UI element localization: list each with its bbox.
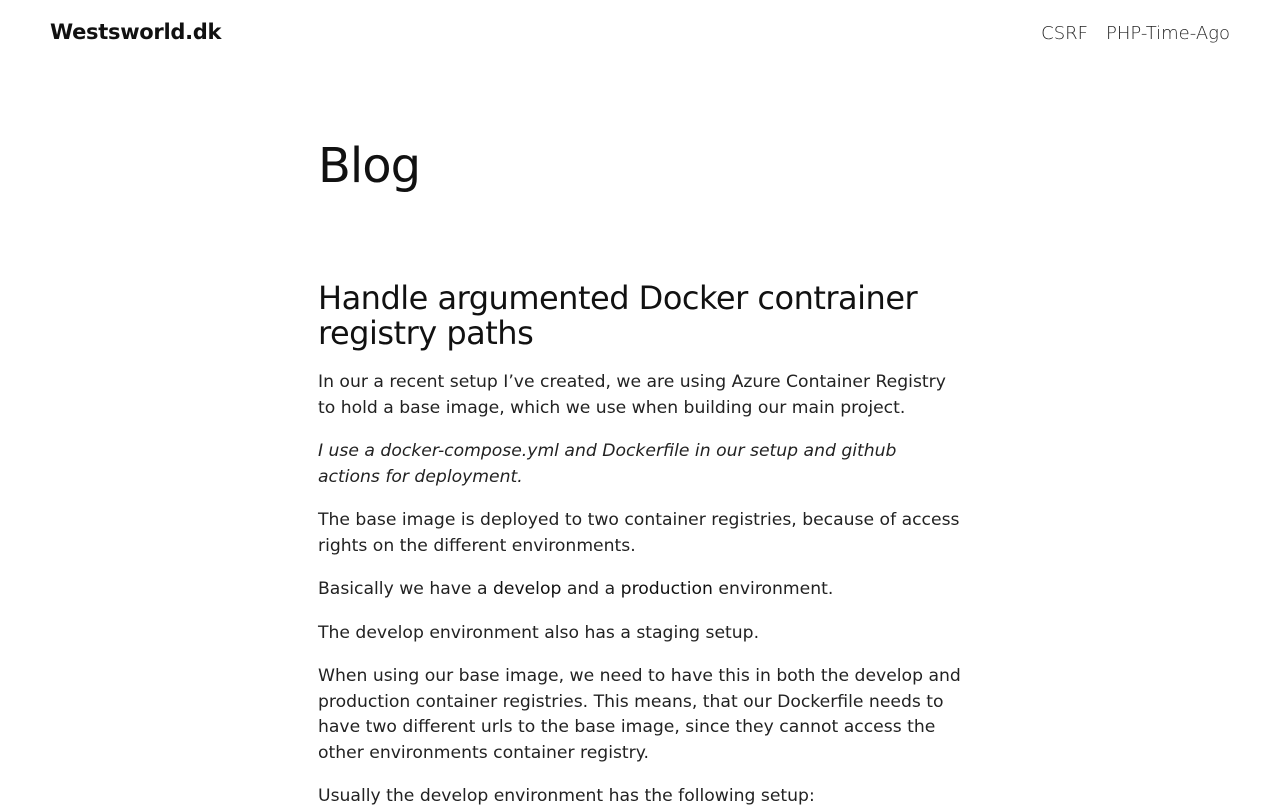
nav-item-php-time-ago[interactable]: PHP-Time-Ago (1106, 23, 1230, 44)
main-nav (1041, 23, 1230, 44)
post-paragraph: The base image is deployed to two container registries, because of access rights on the different environments. (318, 510, 960, 556)
text-fragment: environment. (712, 579, 834, 599)
post-paragraph (318, 577, 966, 603)
post-paragraph: Usually the develop environment has the following setup: (318, 786, 815, 806)
site-title-link[interactable]: Westsworld.dk (50, 20, 222, 44)
site-header (0, 0, 1280, 70)
production-emphasis: production (620, 579, 713, 599)
text-fragment: and a (561, 579, 621, 599)
main-content (318, 130, 966, 810)
post-paragraph: The develop environment also has a staging setup. (318, 622, 760, 643)
develop-emphasis: develop (492, 579, 562, 599)
post-paragraph: In our a recent setup I’ve created, we are using Azure Container Registry to hold a base image, which we use when building our main project. (318, 372, 946, 418)
nav-item-csrf[interactable]: CSRF (1041, 23, 1089, 44)
text-fragment: Basically we have a (318, 579, 493, 599)
post-body (318, 370, 966, 810)
post-title: Handle argumented Docker contrainer registry paths (318, 279, 918, 352)
post-paragraph: When using our base image, we need to have this in both the develop and production container registries. This means, that our Dockerfile needs to have two different urls to the base image, since they cannot access the other environments container registry. (318, 666, 961, 763)
post-paragraph-italic: I use a docker-compose.yml and Dockerfile in our setup and github actions for deployment. (318, 441, 897, 487)
page-title: Blog (318, 138, 421, 194)
blog-post (318, 281, 966, 810)
